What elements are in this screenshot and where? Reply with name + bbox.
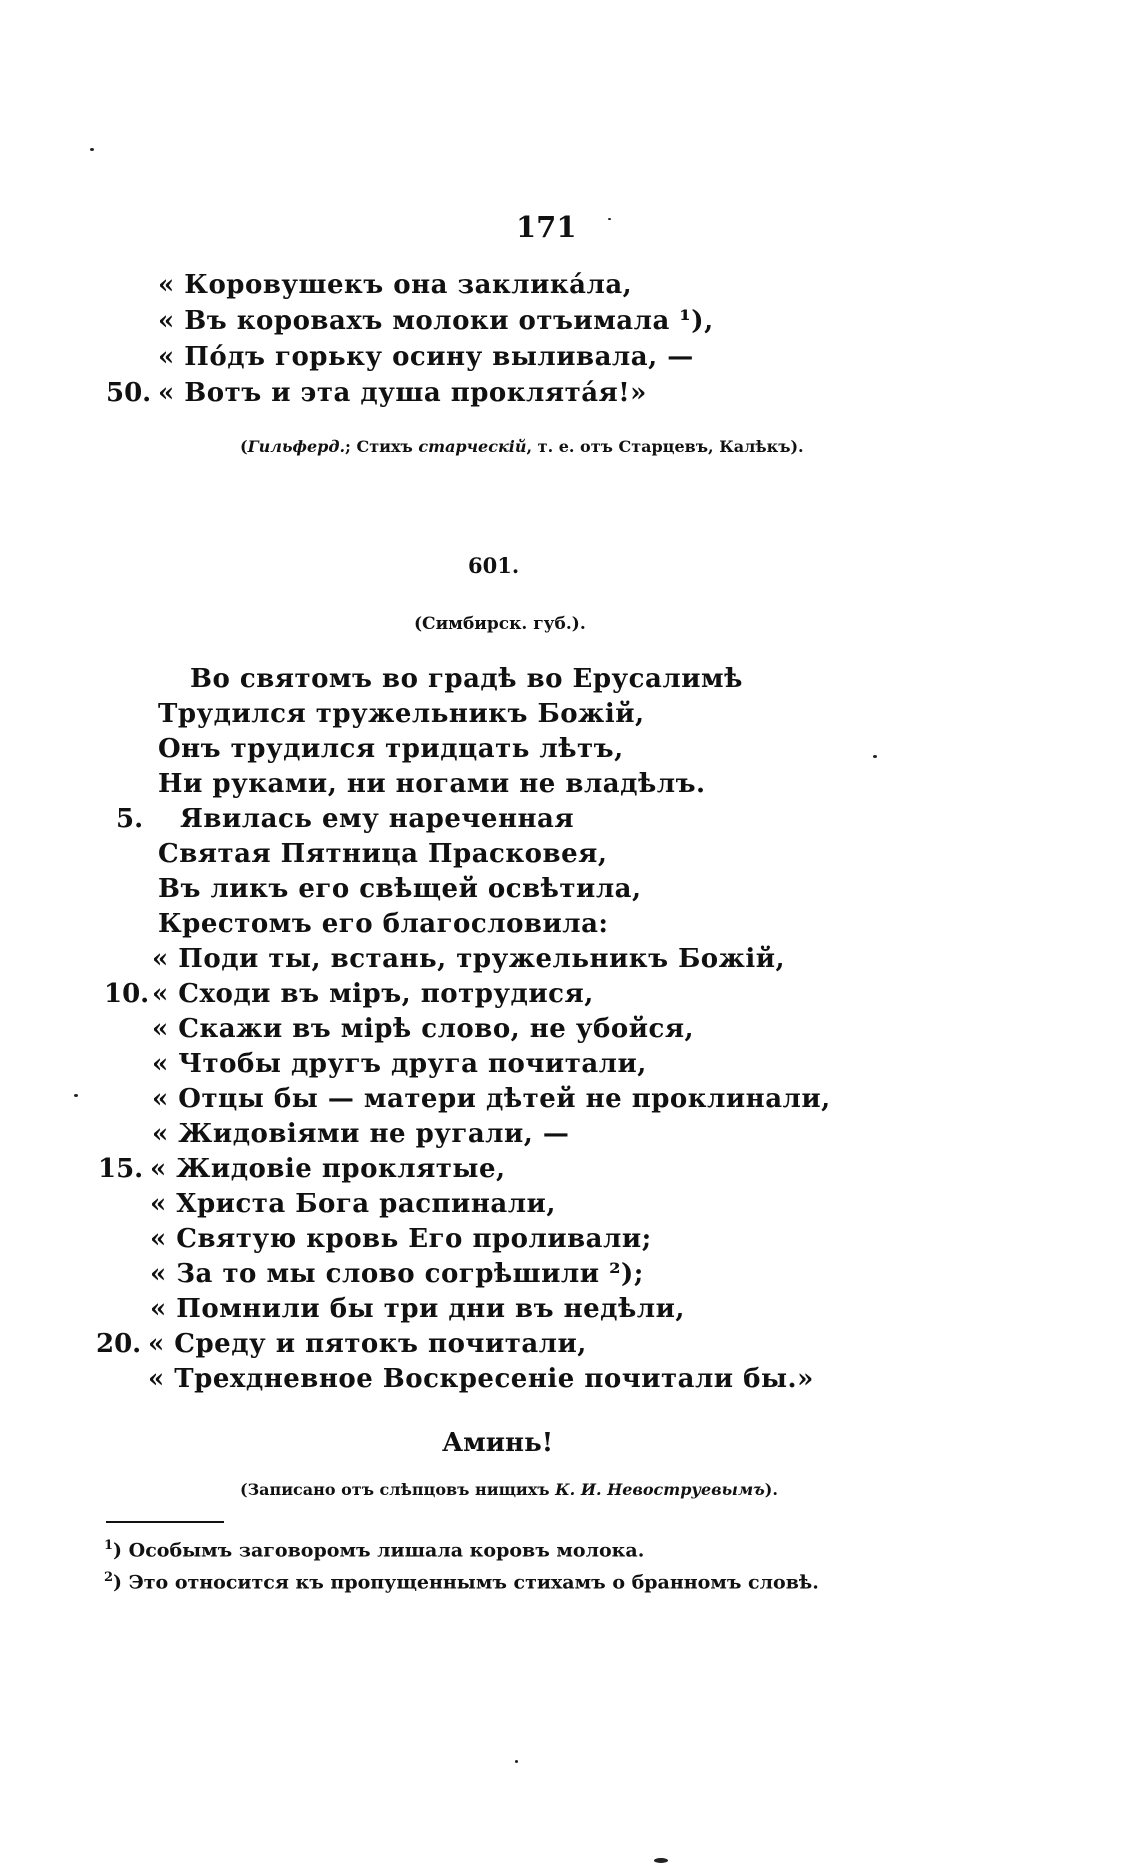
line-number: 15. bbox=[98, 1154, 144, 1184]
verse-line: Ни руками, ни ногами не владѣлъ. bbox=[158, 769, 706, 799]
song-region: (Симбирск. губ.). bbox=[414, 614, 586, 634]
verse-line: « Святую кровь Его проливали; bbox=[150, 1224, 652, 1254]
line-number: 50. bbox=[106, 378, 152, 408]
footnote: $^2$) Это относится къ пропущеннымъ стихамъ о бранномъ словѣ. bbox=[104, 1570, 819, 1594]
verse-line: « Христа Бога распинали, bbox=[150, 1189, 556, 1219]
verse-line: « Среду и пятокъ почитали, bbox=[148, 1329, 587, 1359]
verse-line: Во святомъ во градѣ во Ерусалимѣ bbox=[190, 664, 743, 694]
verse-line: « Помнили бы три дни въ недѣли, bbox=[150, 1294, 685, 1324]
footnote: $^1$) Особымъ заговоромъ лишала коровъ молока. bbox=[104, 1538, 645, 1562]
verse-line: Трудился тружельникъ Божій, bbox=[158, 699, 645, 729]
amen: Аминь! bbox=[442, 1428, 554, 1458]
verse-line: Онъ трудился тридцать лѣтъ, bbox=[158, 734, 624, 764]
verse-line: Въ ликъ его свѣщей освѣтила, bbox=[158, 874, 642, 904]
verse-line: « За то мы слово согрѣшили ²); bbox=[150, 1259, 644, 1289]
line-number: 10. bbox=[104, 979, 150, 1009]
song-number: 601. bbox=[468, 553, 520, 578]
verse-line: « Отцы бы — матери дѣтей не проклинали, bbox=[152, 1084, 831, 1114]
scan-speck bbox=[515, 1760, 518, 1763]
verse-line: « Жидовіями не ругали, — bbox=[152, 1119, 570, 1149]
verse-line: « Поди ты, встань, тружельникъ Божій, bbox=[152, 944, 786, 974]
verse-line: « Въ коровахъ молоки отъимала ¹), bbox=[158, 306, 714, 336]
line-number: 5. bbox=[116, 804, 144, 834]
verse-line: Святая Пятница Прасковея, bbox=[158, 839, 608, 869]
verse-line: « Чтобы другъ друга почитали, bbox=[152, 1049, 647, 1079]
scan-speck bbox=[74, 1094, 78, 1097]
verse-line: Крестомъ его благословила: bbox=[158, 909, 609, 939]
verse-line: « Трехдневное Воскресеніе почитали бы.» bbox=[148, 1364, 814, 1394]
verse-line: Явилась ему нареченная bbox=[180, 804, 575, 834]
verse-line: « Пóдъ горьку осину выливала, — bbox=[158, 342, 694, 372]
scan-speck bbox=[873, 755, 877, 758]
scan-speck bbox=[90, 148, 94, 151]
scan-speck bbox=[654, 1858, 668, 1863]
verse-line: « Жидовіе проклятые, bbox=[150, 1154, 506, 1184]
page-number: 171 bbox=[516, 210, 577, 244]
verse-line: « Скажи въ мірѣ слово, не убойся, bbox=[152, 1014, 695, 1044]
record-attribution: (Записано отъ слѣпцовъ нищихъ К. И. Невоструевымъ). bbox=[240, 1480, 778, 1499]
source-attribution: (Гильферд.; Стихъ старческій, т. е. отъ Старцевъ, Калѣкъ). bbox=[240, 437, 804, 456]
footnote-divider bbox=[106, 1521, 224, 1523]
scan-speck bbox=[608, 218, 611, 220]
verse-line: « Вотъ и эта душа проклятáя!» bbox=[158, 378, 647, 408]
verse-line: « Коровушекъ она закликáла, bbox=[158, 270, 633, 300]
line-number: 20. bbox=[96, 1329, 142, 1359]
verse-line: « Сходи въ міръ, потрудися, bbox=[152, 979, 594, 1009]
